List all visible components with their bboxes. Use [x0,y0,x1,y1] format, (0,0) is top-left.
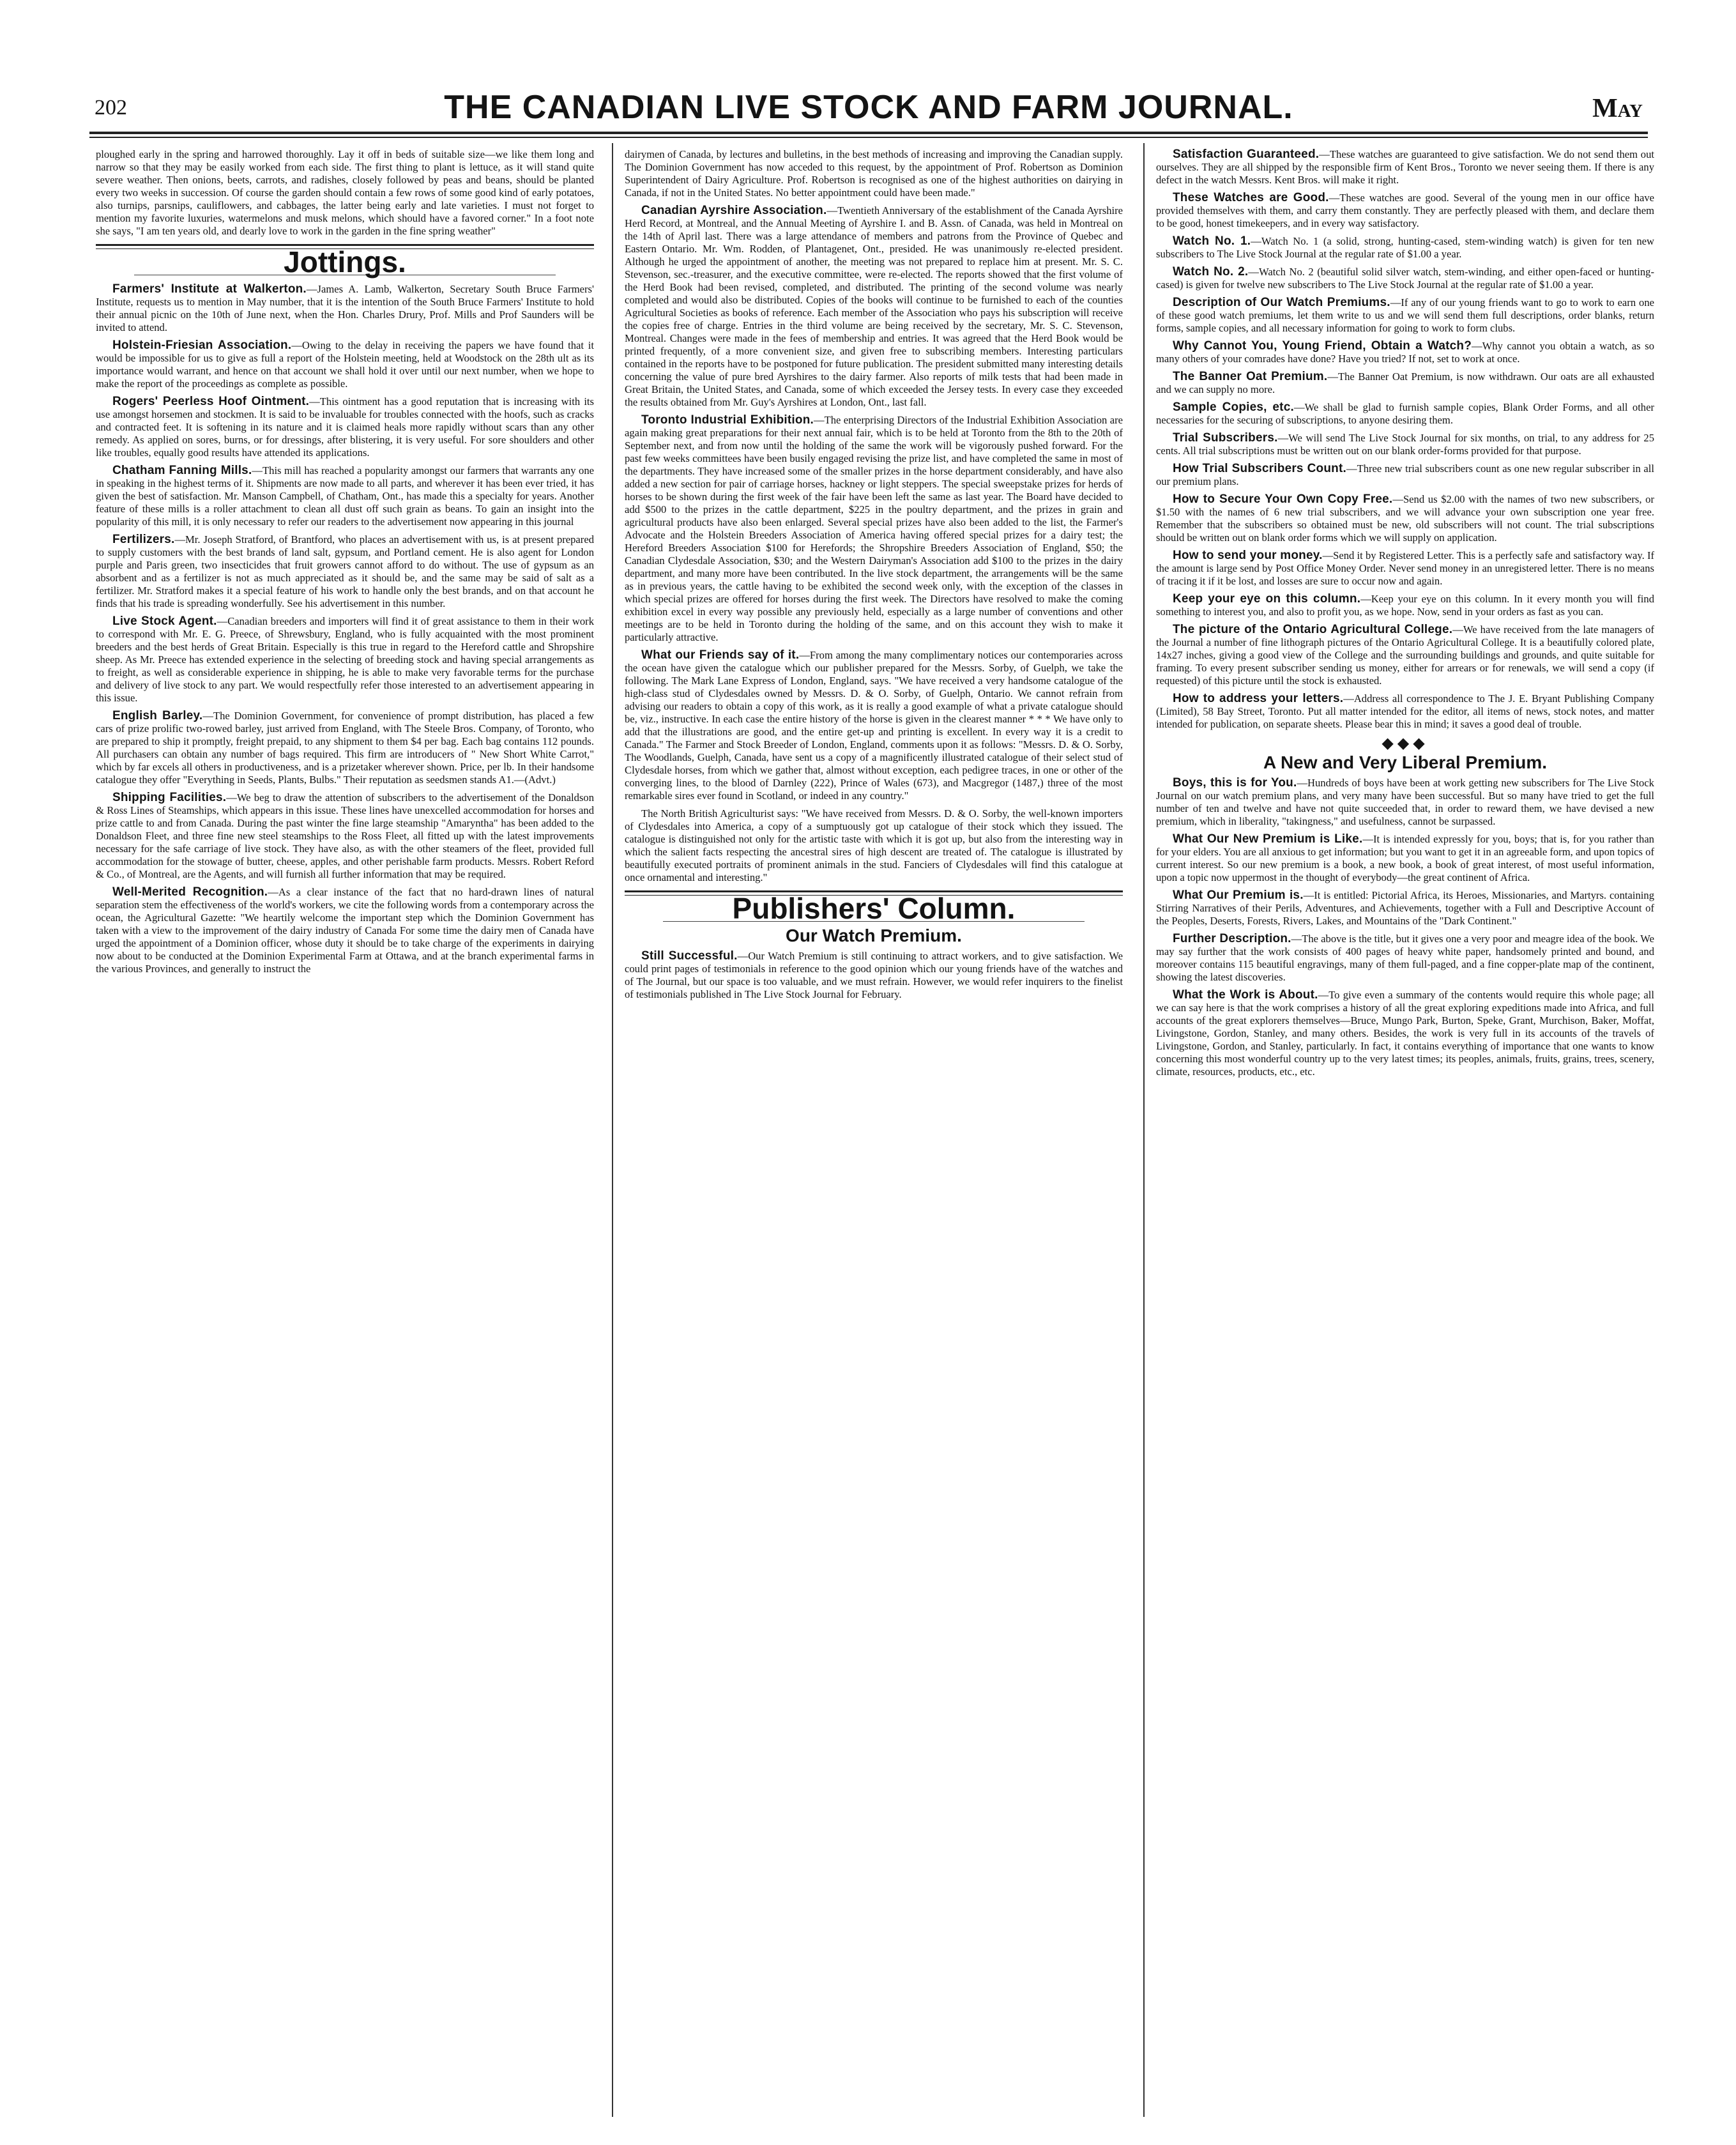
article-body: If any of our young friends want to go to work to earn one of these good watch premiums, let them write to us and we will send them full descriptions, order blanks, return forms, sample copies, and all necessary information for going to work to form clubs. [1156,296,1655,334]
article-body: These watches are guaranteed to give satisfaction. We do not send them out ourselves. They are all shipped by the responsible firm of Kent Bros., Toronto we never seeing them. If there is any defect in the watch Messrs. Kent Bros. will make it right. [1156,148,1655,186]
article-body: Three new trial subscribers count as one new regular subscriber in all our premium plans. [1156,462,1654,487]
article-heading: Still Successful. [641,949,738,963]
article-body: The Dominion Government, for convenience of prompt distribution, has placed a few cars of prize prolific two-rowed barley, just arrived from England, with The Steele Bros. Company, of Toronto, who are prepared to ship it promptly, freight prepaid, to any shipment to them $4 per bag. Each bag contains 112 pounds. All purchasers can obtain any number of bags required. This firm are introducers of " New Short White Carrot," which by far excels all others in productiveness, and is a prizetaker wherever shown. Price, per lb. In their handsome catalogue they offer "Everything in Seeds, Plants, Bulbs." Their reputation as seedsmen stands A1.—(Advt.) [96,710,594,786]
article-paragraph: Trial Subscribers.—We will send The Live Stock Journal for six months, on trial, to any address for 25 cents. All trial subscriptions must be written out on our blank order-forms provided for that purpose. [1156,431,1654,457]
issue-month: May [1592,94,1643,123]
article-body: Canadian breeders and importers will find it of great assistance to them in their work to correspond with Mr. E. G. Preece, of Shrewsbury, England, who is fully acquainted with the most prominent breeders and the best herds of Great Britain. Especially is this true in regard to the Hereford cattle and Shropshire sheep. As Mr. Preece has extended experience in the selecting of breeding stock and having special arrangements as to freight, as well as considerable experience in shipping, he is able to make very favorable terms for the purchase and delivery of live stock to any part. We would respectfully refer those interested to an advertisement appearing in this issue. [96,615,594,704]
continued-paragraph: ploughed early in the spring and harrowed thoroughly. Lay it off in beds of suitable size—we like them long and narrow so that they may be easily worked from each side. The first thing to plant is lettuce, as it will stand quite severe weather. Then onions, beets, carrots, and radishes, closely followed by peas and beans, should be planted every two weeks in succession. Of course the garden should contain a few rows of some good kind of early potatoes, also turnips, parsnips, cauliflowers, and cabbages, the latter being early and late varieties. I must not forget to mention my favorite luxuries, watermelons and musk melons, which should have a favored corner." In a foot note she says, "I am ten years old, and dearly love to work in the garden in the fine spring weather" [96,148,594,237]
section-title-jottings: Jottings. [284,245,406,279]
article-heading: How to Secure Your Own Copy Free. [1173,492,1393,506]
article-body: We will send The Live Stock Journal for six months, on trial, to any address for 25 cents. All trial subscriptions must be written out on our blank order-forms provided for that purpose. [1156,432,1654,457]
premium-items [1156,777,1654,1078]
article-paragraph: Shipping Facilities.—We beg to draw the attention of subscribers to the advertisement of the Donaldson & Ross Lines of Steamships, which appears in this issue. These lines have unexcelled accommodation for horses and prize cattle to and from Canada. During the past winter the fine large steamship "Amaryntha" has been added to the Donaldson Fleet, and three fine new steel steamships to the Ross Fleet, all fitted up with the latest improvements necessary for the safe carriage of live stock. They have also, as with the other steamers of the fleet, provided full accommodation for the stowage of butter, cheese, apples, and other perishable farm products. Messrs. Robert Reford & Co., of Montreal, are the Agents, and will furnish all further information that may be required. [96,791,594,880]
article-paragraph: These Watches are Good.—These watches are good. Several of the young men in our office have provided themselves with them, and carry them constantly. They are perfectly pleased with them, and declare them to be good, honest timekeepers, and in every way satisfactory. [1156,191,1654,229]
page-header [89,88,1648,126]
article-body: This mill has reached a popularity amongst our farmers that warrants any one in speaking in the highest terms of it. Shipments are now made to all parts, and wherever it has been ever tried, it has given the best of satisfaction. Mr. Manson Campbell, of Chatham, Ont., has made this a specialty for years. Another feature of these mills is a roller attachment to clean all dust off such grain as beans. To gain an insight into the popularity of this mill, it is only necessary to refer our readers to the advertisement now appearing in this journal [96,464,594,528]
article-body: Watch No. 1 (a solid, strong, hunting-cased, stem-winding watch) is given for ten new subscribers to The Live Stock Journal at the regular rate of $1.00 a year. [1156,235,1654,260]
article-paragraph: Satisfaction Guaranteed.—These watches are guaranteed to give satisfaction. We do not send them out ourselves. They are all shipped by the responsible firm of Kent Bros., Toronto we never seeing them. If there is any defect in the watch Messrs. Kent Bros. will make it right. [1156,148,1655,186]
article-heading: English Barley. [112,709,203,722]
article-heading: These Watches are Good. [1173,191,1329,204]
ornament-divider: ◆◆◆ [1382,735,1429,752]
article-body: Our Watch Premium is still continuing to attract workers, and to give satisfaction. We could print pages of testimonials in reference to the good opinion which our young friends have of the watches and of The Journal, but our space is too valuable, and we must refrain. However, we would refer inquirers to the finelist of testimonials published in The Live Stock Journal for February. [625,950,1123,1000]
article-paragraph [625,807,1123,884]
article-heading: Sample Copies, etc. [1173,401,1294,414]
article-heading: What the Work is About. [1173,988,1318,1002]
article-body: Owing to the delay in receiving the papers we have found that it would be impossible for us to give as full a report of the Holstein meeting, held at Woodstock on the 28th ult as its importance would warrant, and hence on that account we shall hold it over until our next number, when we hope to make the report of the proceedings as complete as possible. [96,339,595,390]
article-paragraph: What our Friends say of it.—From among the many complimentary notices our contemporaries across the ocean have given the catalogue which our publisher prepared for the Messrs. Sorby, of Guelph, we take the following. The Mark Lane Express of London, England, says. "We have received a very handsome catalogue of the high-class stud of Clydesdales owned by Messrs. D. & O. Sorby, of Guelph, Ontario. We cannot refrain from advising our readers to obtain a copy of this work, as it is really a good example of what a private catalogue should be, viz., instructive. In each case the entire history of the horse is given in the clearest manner * * * We have only to add that the illustrations are good, and the entire get-up and printing is excellent. In every way it is a credit to Canada." The Farmer and Stock Breeder of London, England, comments upon it as follows: "Messrs. D. & O. Sorby, The Woodlands, Guelph, Canada, have sent us a copy of a magnificently illustrated catalogue of their select stud of Clydesdale horses, from which we gather that, almost without exception, each pedigree traces, in one or other of the converging lines, to the blood of Darnley (222), Prince of Wales (673), and Macgregor (1487,) three of the most remarkable sires ever found in Scotland, or indeed in any country." [625,648,1123,802]
subsection-title-watch-premium: Our Watch Premium. [786,926,962,945]
article-heading: What our Friends say of it. [641,648,800,662]
article-paragraph: Toronto Industrial Exhibition.—The enterprising Directors of the Industrial Exhibition Association are again making great preparations for their next annual fair, which is to be held at Toronto from the 8th to the 20th of September next, and from now until the holding of the same the work will be vigorously pushed forward. For the past few weeks committees have been busily engaged revising the prize list, and have completed the same in most of the departments. They have increased some of the smaller prizes in the horse department considerably, and have also added a new section for pair of carriage horses, hackney or light steppers. The special sweepstake prizes for herds of horses to be shown during the first week of the fair have been left the same as last year. The Board have decided to add $500 to the prizes in the cattle department, $225 in the poultry department, and the prizes in grain and agricultural products have also been enlarged. Several special prizes have also been added to the list, the Farmer's Advocate and the Holstein Breeders Association of America having offered special prizes for a dairy test; the Hereford Breeders Association $100 for Herefords; the Shropshire Breeders Association of England, $50; the Canadian Clydesdale Association, $30; and the Western Dairyman's Association add $100 to the prizes in the dairy department, and many more have been contributed. In the live stock department, the arrangements will be the same as in previous years, the cattle having to be exhibited the second week only, with the exception of the classes in which special prizes are offered for horses during the first week. The Directors have resolved to make the coming exhibition excel in every way possible any previously held, especially as a large number of conventions and other meetings are to be held in Toronto during the holding of the same, and on this account they wish to make it particularly attractive. [625,413,1123,643]
publishers-items [625,950,1123,1001]
article-heading: Satisfaction Guaranteed. [1173,148,1320,161]
article-paragraph: Watch No. 2.—Watch No. 2 (beautiful solid silver watch, stem-winding, and either open-faced or hunting-cased) is given for twelve new subscribers to The Live Stock Journal at the regular rate of $1.00 a year. [1156,265,1654,291]
article-paragraph: Further Description.—The above is the title, but it gives one a very poor and meagre idea of the book. We may say further that the work consists of 400 pages of heavy white paper, handsomely printed and bound, and moreover contains 115 beautiful engravings, many of them full-paged, and a fine copper-plate map of the continent, showing the latest discoveries. [1156,932,1655,983]
article-heading: Boys, this is for You. [1173,776,1297,790]
section-title-liberal-premium: A New and Very Liberal Premium. [1263,752,1547,772]
article-paragraph: Canadian Ayrshire Association.—Twentieth Anniversary of the establishment of the Canada Ayrshire Herd Record, at Montreal, and the Annual Meeting of Ayrshire I. and B. Assn. of Canada, was held in Montreal on the 14th of April last. There was a large attendance of members and patrons from the Province of Quebec and Eastern Ontario. Mr. Wm. Rodden, of Plantagenet, Ont., presided. He was unanimously re-elected president. Although he urged the appointment of another, the meeting was not prepared to replace him at present. Mr. S. C. Stevenson, sec.-treasurer, and the executive committee, were re-elected. The reports showed that the first volume of the Herd Book had been revised, completed, and distributed. The printing of the second volume was nearly completed and would also be distributed. Copies of the books will continue to be furnished to each of the counties Agricultural Societies as books of reference. Each member of the Association who pays his subscription will receive the copies free of charge. Entries in the third volume are being received by the secretary, Mr. S. C. Stevenson, Montreal. Changes were made in the fees of membership and entries. It was agreed that the Herd Book would be printed frequently, of a more convenient size, and given free to subscribing members. Interesting particulars contained in the reports have to be postponed for future publication. The president submitted many interesting details concerning the value of pure bred Ayrshires to the dairy farmer. Also reports of milk tests that had been made in Great Britain, the United States, and Canada, some of which exceeded the Jersey tests. In every case they exceeded the results obtained from Mr. Guy's Ayrshires at London, Ont., last fall. [625,204,1123,408]
page-number: 202 [95,96,127,119]
column-1 [96,148,594,981]
continued-paragraph: dairymen of Canada, by lectures and bulletins, in the best methods of increasing and improving the Canadian supply. The Dominion Government has now acceded to this request, by the appointment of Prof. Robertson as Dominion Superintendent of Dairy Agriculture. Prof. Robertson is recognised as one of the highest authorities on dairying in Canada, if not in the United States. No better appointment could have been made." [625,148,1123,199]
article-heading: What Our New Premium is Like. [1173,832,1363,846]
article-paragraph: How to address your letters.—Address all correspondence to The J. E. Bryant Publishing Company (Limited), 58 Bay Street, Toronto. Put all matter intended for the editor, all items of news, stock notes, and matter intended for publication, on separate sheets. Please bear this in mind; it saves a good deal of trouble. [1156,692,1654,730]
article-body: From among the many complimentary notices our contemporaries across the ocean have given the catalogue which our publisher prepared for the Messrs. Sorby, of Guelph, we take the following. The Mark Lane Express of London, England, says. "We have received a very handsome catalogue of the high-class stud of Clydesdales owned by Messrs. D. & O. Sorby, of Guelph, Ontario. We cannot refrain from advising our readers to obtain a copy of this work, as it is really a good example of what a private catalogue should be, viz., instructive. In each case the entire history of the horse is given in the clearest manner * * * We have only to add that the illustrations are good, and the entire get-up and printing is excellent. In every way it is a credit to Canada." The Farmer and Stock Breeder of London, England, comments upon it as follows: "Messrs. D. & O. Sorby, The Woodlands, Guelph, Canada, have sent us a copy of a magnificently illustrated catalogue of their select stud of Clydesdale horses, from which we gather that, almost without exception, each pedigree traces, in one or other of the converging lines, to the blood of Darnley (222), Prince of Wales (673), and Macgregor (1487,) three of the most remarkable sires ever found in Scotland, or indeed in any country." [625,649,1123,802]
article-paragraph: Live Stock Agent.—Canadian breeders and importers will find it of great assistance to them in their work to correspond with Mr. E. G. Preece, of Shrewsbury, England, who is fully acquainted with the most prominent breeders and the best herds of Great Britain. Especially is this true in regard to the Hereford cattle and Shropshire sheep. As Mr. Preece has extended experience in the selecting of breeding stock and having special arrangements as to freight, as well as considerable experience in shipping, he is able to make very favorable terms for the purchase and delivery of live stock to any part. We would respectfully refer those interested to an advertisement appearing in this issue. [96,614,594,704]
article-paragraph: What Our Premium is.—It is entitled: Pictorial Africa, its Heroes, Missionaries, and Martyrs. containing Stirring Narratives of their Perils, Adventures, and Achievements, together with a Full and Descriptive Account of the Peoples, Deserts, Forests, Rivers, Lakes, and Mountains of the "Dark Continent." [1156,889,1654,927]
article-paragraph: What Our New Premium is Like.—It is intended expressly for you, boys; that is, for you rather than for your elders. You are all anxious to get information; but you want to get it in an agreeable form, and upon topics of current interest. So our new premium is a book, a new book, a book of great interest, of most useful information, upon a topic now uppermost in the thought of everybody—the great continent of Africa. [1156,832,1654,883]
article-body: It is entitled: Pictorial Africa, its Heroes, Missionaries, and Martyrs. containing Stirring Narratives of their Perils, Adventures, and Achievements, together with a Full and Descriptive Account of the Peoples, Deserts, Forests, Rivers, Lakes, and Mountains of the "Dark Continent." [1156,889,1654,927]
article-body: We have received from the late managers of the Journal a number of fine lithograph pictures of the Ontario Agricultural College. It is a beautifully colored plate, 14x27 inches, giving a good view of the College and the surrounding buildings and grounds, and quite suitable for framing. To every present subscriber sending us money, either for arrears or for renewals, we will send a copy (if requested) of this picture until the stock is exhausted. [1156,623,1654,687]
article-paragraph: Description of Our Watch Premiums.—If any of our young friends want to go to work to earn one of these good watch premiums, let them write to us and we will send them full descriptions, order blanks, return forms, sample copies, and all necessary information for going to work to form clubs. [1156,296,1655,334]
article-body: Why cannot you obtain a watch, as so many others of your comrades have done? Have you tried? If not, set to work at once. [1156,340,1655,365]
jottings-items [96,283,594,975]
column-divider [612,143,613,2117]
article-paragraph: Watch No. 1.—Watch No. 1 (a solid, strong, hunting-cased, stem-winding watch) is given for ten new subscribers to The Live Stock Journal at the regular rate of $1.00 a year. [1156,234,1654,260]
article-body: The enterprising Directors of the Industrial Exhibition Association are again making great preparations for their next annual fair, which is to be held at Toronto from the 8th to the 20th of September next, and from now until the holding of the same the work will be vigorously pushed forward. For the past few weeks committees have been busily engaged revising the prize list, and have completed the same in most of the departments. They have increased some of the smaller prizes in the horse department considerably, and have also added a new section for pair of carriage horses, hackney or light steppers. The special sweepstake prizes for herds of horses to be shown during the first week of the fair have been left the same as last year. The Board have decided to add $500 to the prizes in the cattle department, $225 in the poultry department, and the prizes in grain and agricultural products have also been enlarged. Several special prizes have also been added to the list, the Farmer's Advocate and the Holstein Breeders Association of America having offered special prizes for a dairy test; the Hereford Breeders Association $100 for Herefords; the Shropshire Breeders Association of England, $50; the Canadian Clydesdale Association, $30; and the Western Dairyman's Association add $100 to the prizes in the dairy department, and many more have been contributed. In the live stock department, the arrangements will be the same as in previous years, the cattle having to be exhibited the second week only, with the exception of the classes in which special prizes are offered for horses during the first week. The Directors have resolved to make the coming exhibition excel in every way possible any previously held, especially as a large number of conventions and other meetings are to be held in Toronto during the holding of the same, and on this account they wish to make it particularly attractive. [625,414,1123,643]
article-body: Mr. Joseph Stratford, of Brantford, who places an advertisement with us, is at present prepared to supply customers with the best brands of land salt, gypsum, and Portland cement. He is also agent for London purple and Paris green, two insecticides that fruit growers cannot afford to do without. The use of gypsum as an absorbent and as a fertilizer is not as much appreciated as it should be, and the same may be said of salt as a fertilizer. Mr. Stratford makes it a special feature of his work to handle only the best brands, and on that account he finds that his trade is spreading wonderfully. See his advertisement in this number. [96,533,594,609]
column-divider [1143,143,1145,2117]
article-heading: Chatham Fanning Mills. [112,464,252,477]
column-2-items [625,204,1123,884]
article-paragraph: Rogers' Peerless Hoof Ointment.—This ointment has a good reputation that is increasing with its use amongst horsemen and stockmen. It is said to be invaluable for troubles connected with the hoofs, such as cracks and contracted feet. It is softening in its nature and it is claimed heals more rapidly without scars than any other remedy. As applied on sores, burns, or for dressings, after blistering, it is very useful. For sore shoulders and other like troubles, equally good results have attended its applications. [96,395,595,459]
article-heading: Toronto Industrial Exhibition. [641,413,814,427]
article-body: We beg to draw the attention of subscribers to the advertisement of the Donaldson & Ross Lines of Steamships, which appears in this issue. These lines have unexcelled accommodation for horses and prize cattle to and from Canada. During the past winter the fine large steamship "Amaryntha" has been added to the Donaldson Fleet, and three fine new steel steamships to the Ross Fleet, all fitted up with the latest improvements necessary for the safe carriage of live stock. They have also, as with the other steamers of the fleet, provided full accommodation for the stowage of butter, cheese, apples, and other perishable farm products. Messrs. Robert Reford & Co., of Montreal, are the Agents, and will furnish all further information that may be required. [96,791,594,880]
article-paragraph: The picture of the Ontario Agricultural College.—We have received from the late managers of the Journal a number of fine lithograph pictures of the Ontario Agricultural College. It is a beautifully colored plate, 14x27 inches, giving a good view of the College and the surrounding buildings and grounds, and quite suitable for framing. To every present subscriber sending us money, either for arrears or for renewals, we will send a copy (if requested) of this picture until the stock is exhausted. [1156,623,1654,687]
header-rule-thin [89,137,1648,138]
article-paragraph: Well-Merited Recognition.—As a clear instance of the fact that no hard-drawn lines of natural separation stem the effectiveness of the world's workers, we cite the following words from a contemporary across the ocean, the Agricultural Gazette: "We heartily welcome the important step which the Dominion Government has taken with a view to the improvement of the dairy industry of Canada For some time the dairy men of Canada have urged the appointment of a Dominion officer, whose duty it should be to take charge of the experiments in dairying now about to be conducted at the Dominion Experimental Farm at Ottawa, and at the branch experimental farms in the various Provinces, and generally to instruct the [96,885,595,975]
article-body: This ointment has a good reputation that is increasing with its use amongst horsemen and stockmen. It is said to be invaluable for troubles connected with the hoofs, such as cracks and contracted feet. It is softening in its nature and it is claimed heals more rapidly without scars than any other remedy. As applied on sores, burns, or for dressings, after blistering, it is very useful. For sore shoulders and other like troubles, equally good results have attended its applications. [96,395,595,459]
article-heading: What Our Premium is. [1173,889,1304,902]
article-body: These watches are good. Several of the young men in our office have provided themselves with them, and carry them constantly. They are perfectly pleased with them, and declare them to be good, honest timekeepers, and in every way satisfactory. [1156,192,1654,229]
article-paragraph: Holstein-Friesian Association.—Owing to the delay in receiving the papers we have found that it would be impossible for us to give as full a report of the Holstein meeting, held at Woodstock on the 28th ult as its importance would warrant, and hence on that account we shall hold it over until our next number, when we hope to make the report of the proceedings as complete as possible. [96,339,595,390]
article-paragraph: Keep your eye on this column.—Keep your eye on this column. In it every month you will find something to interest you, and also to profit you, as we hope. Now, send in your orders as fast as you can. [1156,592,1655,618]
article-paragraph: Fertilizers.—Mr. Joseph Stratford, of Brantford, who places an advertisement with us, is at present prepared to supply customers with the best brands of land salt, gypsum, and Portland cement. He is also agent for London purple and Paris green, two insecticides that fruit growers cannot afford to do without. The use of gypsum as an absorbent and as a fertilizer is not as much appreciated as it should be, and the same may be said of salt as a fertilizer. Mr. Stratford makes it a special feature of his work to handle only the best brands, and on that account he finds that his trade is spreading wonderfully. See his advertisement in this number. [96,533,594,609]
article-paragraph: How Trial Subscribers Count.—Three new trial subscribers count as one new regular subscriber in all our premium plans. [1156,462,1654,487]
article-heading: How Trial Subscribers Count. [1173,462,1346,475]
article-body: Send it by Registered Letter. This is a perfectly safe and satisfactory way. If the amount is large send by Post Office Money Order. Never send money in an unregistered letter. There is no means of tracing it if it be lost, and losses are sure to occur now and again. [1156,549,1654,587]
article-body: Twentieth Anniversary of the establishment of the Canada Ayrshire Herd Record, at Montreal, and the Annual Meeting of Ayrshire I. and B. Assn. of Canada, was held in Montreal on the 14th of April last. There was a large attendance of members and patrons from the Province of Quebec and Eastern Ontario. Mr. Wm. Rodden, of Plantagenet, Ont., presided. He was unanimously re-elected president. Although he urged the appointment of another, the meeting was not prepared to replace him at present. Mr. S. C. Stevenson, sec.-treasurer, and the executive committee, were re-elected. The reports showed that the first volume of the Herd Book had been revised, completed, and distributed. The printing of the second volume was nearly completed and would also be distributed. Copies of the books will continue to be furnished to each of the counties Agricultural Societies as books of reference. Each member of the Association who pays his subscription will receive the copies free of charge. Entries in the third volume are being received by the secretary, Mr. S. C. Stevenson, Montreal. Changes were made in the fees of membership and entries. It was agreed that the Herd Book would be printed frequently, of a more convenient size, and given free to subscribing members. Interesting particulars contained in the reports have to be postponed for future publication. The president submitted many interesting details concerning the value of pure bred Ayrshires to the dairy farmer. Also reports of milk tests that had been made in Great Britain, the United States, and Canada, some of which exceeded the Jersey tests. In every case they exceeded the results obtained from Mr. Guy's Ayrshires at London, Ont., last fall. [625,204,1123,408]
article-body: To give even a summary of the contents would require this whole page; all we can say here is that the work comprises a history of all the great exploring expeditions made into Africa, and full accounts of the great explorers themselves—Bruce, Mungo Park, Burton, Speke, Grant, Murchison, Baker, Moffat, Livingstone, Gordon, Stanley, and many others. Besides, the work is very full in its accounts of the travels of Livingstone, Gordon, and Stanley, particularly. In fact, it contains everything of importance that one wants to know concerning this most wonderful country up to the very latest times; its peoples, animals, fruits, grains, trees, scenery, climate, resources, products, etc., etc. [1156,989,1654,1078]
header-rule [89,132,1648,134]
article-body: The above is the title, but it gives one a very poor and meagre idea of the book. We may say further that the work consists of 400 pages of heavy white paper, handsomely printed and bound, and moreover contains 115 beautiful engravings, many of them full-paged, and a fine copper-plate map of the continent, showing the latest discoveries. [1156,933,1655,983]
article-heading: Further Description. [1173,932,1291,945]
article-heading: Holstein-Friesian Association. [112,339,292,352]
article-paragraph: Sample Copies, etc.—We shall be glad to furnish sample copies, Blank Order Forms, and all other necessaries for the securing of subscriptions, to anyone desiring them. [1156,401,1654,426]
article-heading: Watch No. 1. [1173,234,1251,248]
column-3-items [1156,148,1654,731]
article-heading: The Banner Oat Premium. [1173,370,1328,383]
article-heading: How to send your money. [1173,549,1323,562]
article-body: Watch No. 2 (beautiful solid silver watch, stem-winding, and either open-faced or hunting-cased) is given for twelve new subscribers to The Live Stock Journal at the regular rate of $1.00 a year. [1156,266,1654,291]
article-paragraph: Boys, this is for You.—Hundreds of boys have been at work getting new subscribers for The Live Stock Journal on our watch premium plans, and very many have been successful. But so many have tried to get the full number of ten and twelve and have not quite succeeded that, in order to reward them, we have devised a new premium, which in liberality, "takingness," and usefulness, cannot be surpassed. [1156,776,1654,827]
article-heading: Keep your eye on this column. [1173,592,1361,606]
article-heading: Farmers' Institute at Walkerton. [112,282,307,296]
article-heading: Fertilizers. [112,533,175,546]
journal-title: THE CANADIAN LIVE STOCK AND FARM JOURNAL. [444,89,1293,126]
article-heading: The picture of the Ontario Agricultural College. [1173,623,1453,636]
article-heading: Rogers' Peerless Hoof Ointment. [112,395,310,408]
article-body: As a clear instance of the fact that no hard-drawn lines of natural separation stem the effectiveness of the world's workers, we cite the following words from a contemporary across the ocean, the Agricultural Gazette: "We heartily welcome the important step which the Dominion Government has taken with a view to the improvement of the dairy industry of Canada For some time the dairy men of Canada have urged the appointment of a Dominion officer, whose duty it should be to take charge of the experiments in dairying now about to be conducted at the Dominion Experimental Farm at Ottawa, and at the branch experimental farms in the various Provinces, and generally to instruct the [96,886,595,975]
column-2 [625,148,1123,1006]
article-heading: How to address your letters. [1173,692,1344,705]
article-body: Send us $2.00 with the names of two new subscribers, or $1.50 with the names of 6 new trial subscribers, and we will advance your own subscription one year free. Remember that the subscribers so obtained must be new, old subscribers will not count. The trial subscriptions should be written out on blank order forms which we will supply on application. [1156,493,1654,544]
article-heading: Why Cannot You, Young Friend, Obtain a Watch? [1173,339,1472,353]
article-heading: Well-Merited Recognition. [112,885,268,899]
article-paragraph: Chatham Fanning Mills.—This mill has reached a popularity amongst our farmers that warrants any one in speaking in the highest terms of it. Shipments are now made to all parts, and wherever it has been ever tried, it has given the best of satisfaction. Mr. Manson Campbell, of Chatham, Ont., has made this a specialty for years. Another feature of these mills is a roller attachment to clean all dust off such grain as beans. To gain an insight into the popularity of this mill, it is only necessary to refer our readers to the advertisement now appearing in this journal [96,464,594,528]
article-paragraph: Why Cannot You, Young Friend, Obtain a Watch?—Why cannot you obtain a watch, as so many others of your comrades have done? Have you tried? If not, set to work at once. [1156,339,1655,365]
article-heading: Watch No. 2. [1173,265,1249,279]
article-paragraph: How to Secure Your Own Copy Free.—Send us $2.00 with the names of two new subscribers, or $1.50 with the names of 6 new trial subscribers, and we will advance your own subscription one year free. Remember that the subscribers so obtained must be new, old subscribers will not count. The trial subscriptions should be written out on blank order forms which we will supply on application. [1156,492,1654,544]
article-body: It is intended expressly for you, boys; that is, for you rather than for your elders. You are all anxious to get information; but you want to get it in an agreeable form, and upon topics of current interest. So our new premium is a book, a new book, a book of great interest, of most useful information, upon a topic now uppermost in the thought of everybody—the great continent of Africa. [1156,833,1654,883]
article-body: Address all correspondence to The J. E. Bryant Publishing Company (Limited), 58 Bay Street, Toronto. Put all matter intended for the editor, all items of news, stock notes, and matter intended for publication, on separate sheets. Please bear this in mind; it saves a good deal of trouble. [1156,692,1654,730]
article-heading: Shipping Facilities. [112,791,227,804]
section-title-publishers-column: Publishers' Column. [732,892,1016,925]
article-paragraph: Farmers' Institute at Walkerton.—James A. Lamb, Walkerton, Secretary South Bruce Farmers' Institute, requests us to mention in May number, that it is the intention of the South Bruce Farmers' Institute to hold their annual picnic on the 10th of June next, when the Hon. Charles Drury, Prof. Mills and Prof Saunders will be invited to attend. [96,282,594,333]
article-heading: Trial Subscribers. [1173,431,1278,445]
article-paragraph: The Banner Oat Premium.—The Banner Oat Premium, is now withdrawn. Our oats are all exhausted and we can supply no more. [1156,370,1654,395]
article-body: The North British Agriculturist says: "We have received from Messrs. D. & O. Sorby, the well-known importers of Clydesdales into America, a copy of a sumptuously got up catalogue of their stock which they issued. The catalogue is distinguished not only for the artistic taste with which it is got up, but also from the interesting way in which the salient facts respecting the ancestral sires of high descent are treated of. The catalogue is illustrated by beautifully executed portraits of prominent animals in the stud. Fanciers of Clydesdales will find this catalogue at once ornamental and interesting." [625,807,1123,883]
article-body: We shall be glad to furnish sample copies, Blank Order Forms, and all other necessaries for the securing of subscriptions, to anyone desiring them. [1156,401,1654,426]
article-paragraph: English Barley.—The Dominion Government, for convenience of prompt distribution, has placed a few cars of prize prolific two-rowed barley, just arrived from England, with The Steele Bros. Company, of Toronto, who are prepared to ship it promptly, freight prepaid, to any shipment to them $4 per bag. Each bag contains 112 pounds. All purchasers can obtain any number of bags required. This firm are introducers of " New Short White Carrot," which by far excels all others in productiveness, and is a prizetaker wherever shown. Price, per lb. In their handsome catalogue they offer "Everything in Seeds, Plants, Bulbs." Their reputation as seedsmen stands A1.—(Advt.) [96,709,594,786]
article-paragraph: How to send your money.—Send it by Registered Letter. This is a perfectly safe and satisfactory way. If the amount is large send by Post Office Money Order. Never send money in an unregistered letter. There is no means of tracing it if it be lost, and losses are sure to occur now and again. [1156,549,1654,587]
article-body: The Banner Oat Premium, is now withdrawn. Our oats are all exhausted and we can supply no more. [1156,370,1654,395]
article-paragraph: What the Work is About.—To give even a summary of the contents would require this whole page; all we can say here is that the work comprises a history of all the great exploring expeditions made into Africa, and full accounts of the great explorers themselves—Bruce, Mungo Park, Burton, Speke, Grant, Murchison, Baker, Moffat, Livingstone, Gordon, Stanley, and many others. Besides, the work is very full in its accounts of the travels of Livingstone, Gordon, and Stanley, particularly. In fact, it contains everything of importance that one wants to know concerning this most wonderful country up to the very latest times; its peoples, animals, fruits, grains, trees, scenery, climate, resources, products, etc., etc. [1156,988,1654,1078]
article-paragraph: Still Successful.—Our Watch Premium is still continuing to attract workers, and to give satisfaction. We could print pages of testimonials in reference to the good opinion which our young friends have of the watches and of The Journal, but our space is too valuable, and we must refrain. However, we would refer inquirers to the finelist of testimonials published in The Live Stock Journal for February. [625,949,1123,1000]
article-heading: Description of Our Watch Premiums. [1173,296,1390,309]
column-3 [1156,148,1654,1083]
article-heading: Live Stock Agent. [112,614,217,628]
article-body: Keep your eye on this column. In it every month you will find something to interest you, and also to profit you, as we hope. Now, send in your orders as fast as you can. [1156,593,1655,618]
article-body: Hundreds of boys have been at work getting new subscribers for The Live Stock Journal on our watch premium plans, and very many have been successful. But so many have tried to get the full number of ten and twelve and have not quite succeeded that, in order to reward them, we have devised a new premium, which in liberality, "takingness," and usefulness, cannot be surpassed. [1156,777,1654,827]
article-body: James A. Lamb, Walkerton, Secretary South Bruce Farmers' Institute, requests us to mention in May number, that it is the intention of the South Bruce Farmers' Institute to hold their annual picnic on the 10th of June next, when the Hon. Charles Drury, Prof. Mills and Prof Saunders will be invited to attend. [96,283,594,333]
article-heading: Canadian Ayrshire Association. [641,204,827,217]
